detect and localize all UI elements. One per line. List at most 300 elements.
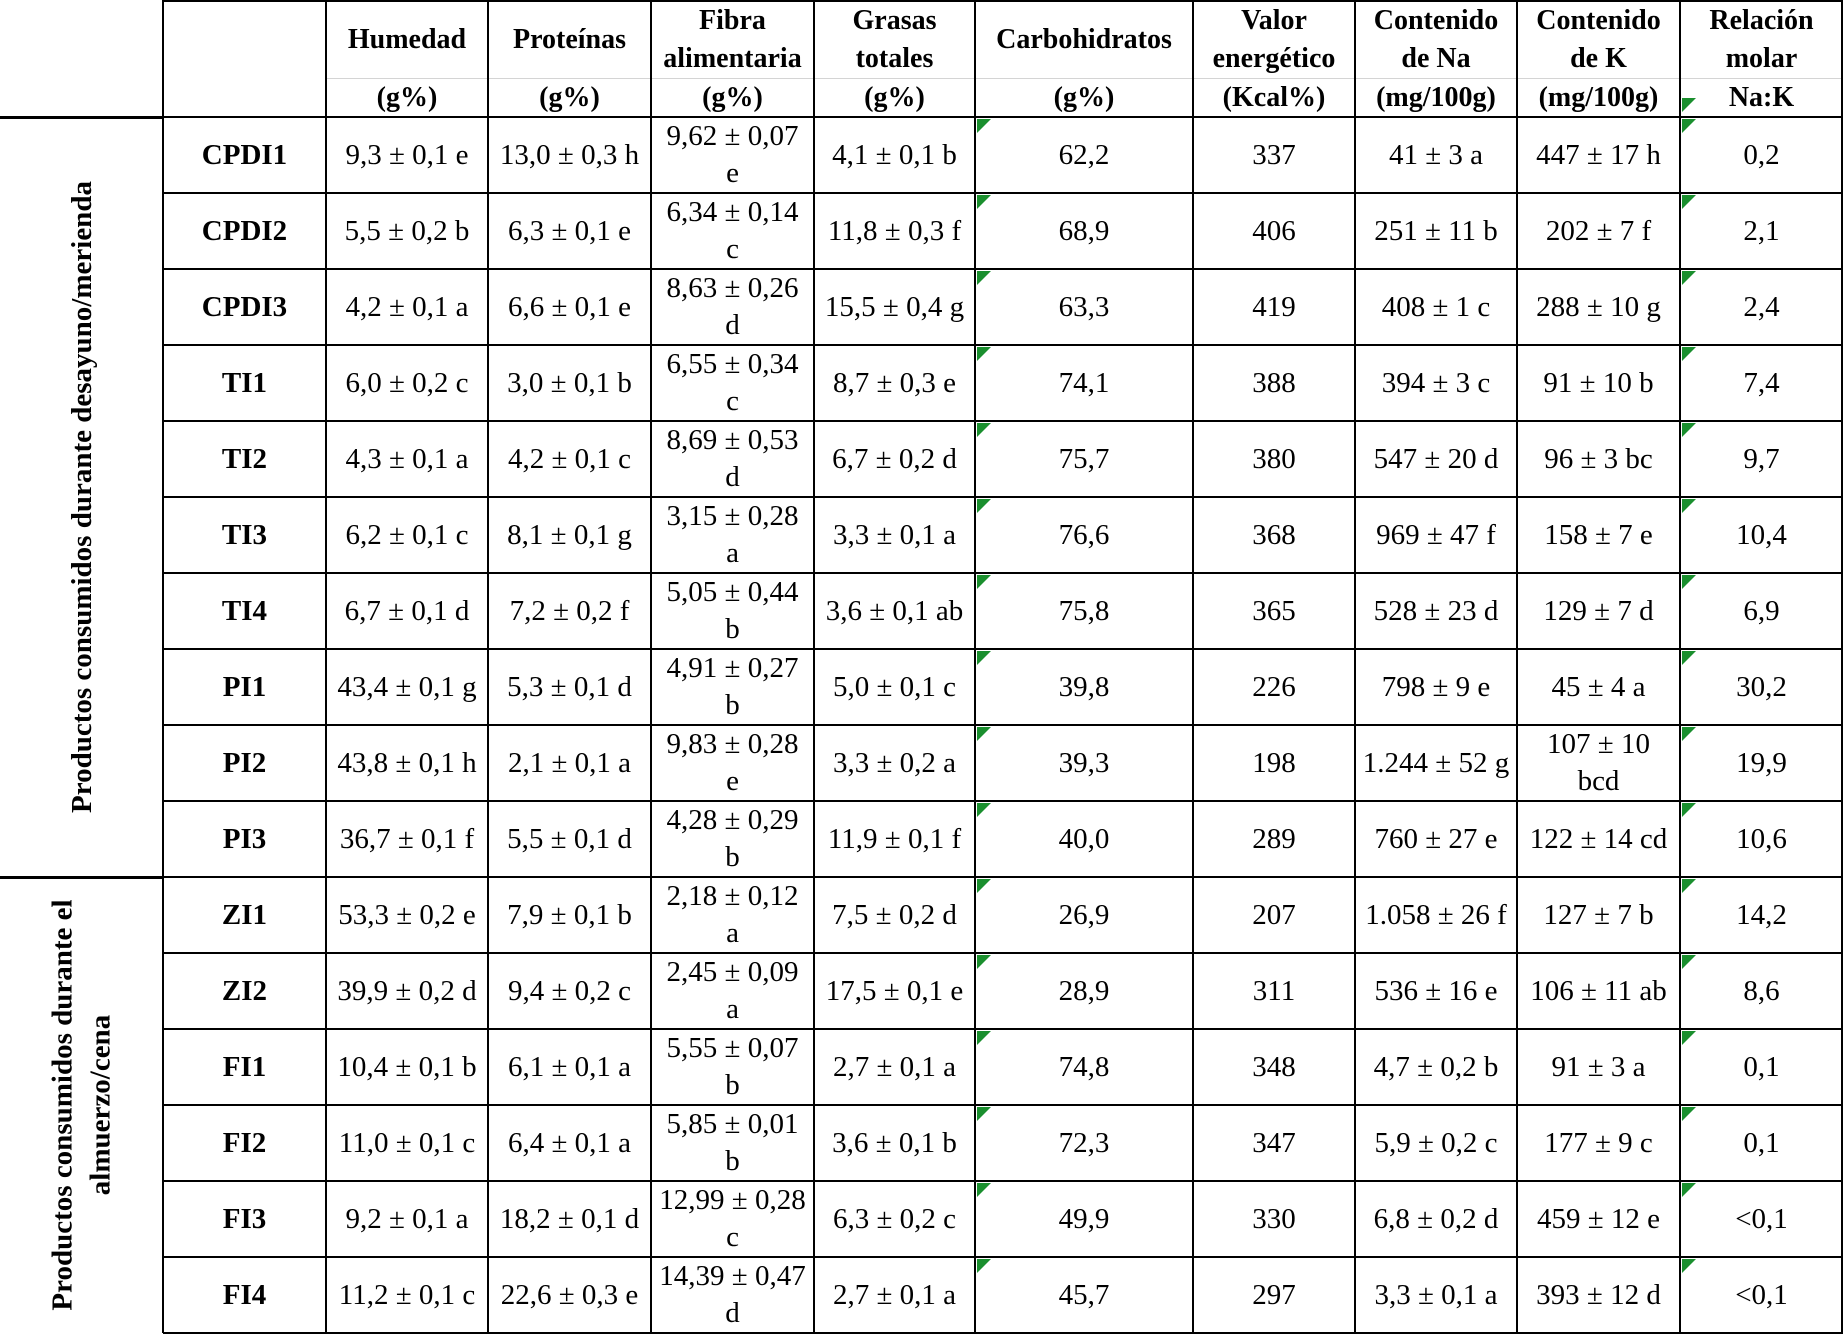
- table-cell-grasas: 5,0 ± 0,1 c: [832, 671, 957, 703]
- table-rule: [974, 0, 976, 1333]
- cell-value: 14,39 ± 0,47: [659, 1260, 806, 1292]
- table-cell-carbohidratos: 74,8: [1058, 1051, 1110, 1083]
- cell-group-letter: b: [725, 1145, 740, 1177]
- row-label: FI4: [222, 1279, 267, 1311]
- table-cell-k: [1517, 117, 1680, 193]
- cell-value: 45 ± 4 a: [1551, 670, 1646, 703]
- table-rule: [163, 420, 1843, 422]
- cell-marker-icon: [977, 575, 991, 589]
- table-cell-k: [1517, 725, 1680, 801]
- table-rule: [163, 268, 1843, 270]
- table-cell-grasas: 3,6 ± 0,1 b: [832, 1127, 957, 1159]
- table-cell-energia: 311: [1252, 975, 1296, 1007]
- cell-value: 122 ± 14 cd: [1529, 822, 1668, 855]
- table-cell-fibra: [651, 117, 814, 193]
- cell-value: 8,69 ± 0,53: [666, 424, 799, 456]
- cell-marker-icon: [977, 1259, 991, 1273]
- table-rule: [163, 952, 1843, 954]
- cell-value: 177 ± 9 c: [1544, 1126, 1653, 1159]
- row-label: TI4: [221, 595, 268, 627]
- table-cell-humedad: 43,4 ± 0,1 g: [337, 671, 477, 703]
- table-cell-energia: 368: [1252, 519, 1296, 551]
- table-cell-energia: 406: [1252, 215, 1296, 247]
- table-cell-energia: 348: [1252, 1051, 1296, 1083]
- table-cell-proteinas: 5,3 ± 0,1 d: [507, 671, 632, 703]
- table-cell-grasas: 11,8 ± 0,3 f: [827, 215, 962, 247]
- table-cell-fibra: [651, 421, 814, 497]
- table-cell-relacion: 0,2: [1743, 139, 1780, 171]
- row-group-line: Productos consumidos durante desayuno/merienda: [65, 181, 98, 813]
- cell-marker-icon: [977, 955, 991, 969]
- column-header-line-1: Fibra: [699, 5, 766, 36]
- row-label: PI1: [222, 671, 267, 703]
- column-header-humedad: [326, 2, 488, 78]
- cell-group-letter: c: [726, 1221, 739, 1253]
- column-header-line-2: energético: [1212, 43, 1336, 74]
- column-unit-proteinas: (g%): [539, 81, 600, 113]
- table-cell-relacion: 14,2: [1736, 899, 1787, 931]
- table-cell-humedad: 6,0 ± 0,2 c: [345, 367, 469, 399]
- table-cell-na: 1.058 ± 26 f: [1365, 899, 1507, 931]
- table-cell-carbohidratos: 75,8: [1058, 595, 1110, 627]
- cell-value: 5,85 ± 0,01: [666, 1108, 799, 1140]
- cell-marker-icon: [977, 119, 991, 133]
- table-cell-fibra: [651, 1257, 814, 1333]
- table-cell-carbohidratos: 74,1: [1058, 367, 1110, 399]
- column-header-relacion: [1680, 2, 1843, 78]
- cell-value: 3,15 ± 0,28: [666, 500, 799, 532]
- table-cell-grasas: 17,5 ± 0,1 e: [825, 975, 964, 1007]
- column-header-line-2: alimentaria: [663, 43, 802, 74]
- table-cell-grasas: 6,3 ± 0,2 c: [832, 1203, 957, 1235]
- table-cell-k: [1517, 801, 1680, 877]
- column-header-line-1: Humedad: [347, 24, 467, 55]
- cell-group-letter: d: [725, 1297, 740, 1329]
- table-rule: [163, 1028, 1843, 1030]
- table-rule: [163, 1180, 1843, 1182]
- table-cell-grasas: 7,5 ± 0,2 d: [832, 899, 957, 931]
- table-cell-energia: 207: [1252, 899, 1296, 931]
- table-cell-grasas: 3,3 ± 0,2 a: [832, 747, 957, 779]
- cell-value: 9,62 ± 0,07: [666, 120, 799, 152]
- cell-marker-icon: [977, 271, 991, 285]
- table-cell-relacion: 19,9: [1736, 747, 1787, 779]
- table-cell-relacion: 0,1: [1743, 1127, 1780, 1159]
- column-header-line-1: Valor: [1241, 5, 1307, 36]
- table-cell-k: [1517, 1105, 1680, 1181]
- cell-marker-icon: [977, 879, 991, 893]
- cell-marker-icon: [977, 499, 991, 513]
- table-cell-proteinas: 8,1 ± 0,1 g: [507, 519, 632, 551]
- table-rule: [487, 0, 489, 1333]
- table-cell-na: 394 ± 3 c: [1381, 367, 1491, 399]
- cell-marker-icon: [1682, 575, 1696, 589]
- column-unit-na: (mg/100g): [1376, 81, 1496, 113]
- table-rule: [163, 496, 1843, 498]
- column-header-proteinas: [488, 2, 651, 78]
- column-header-line-1: Contenido: [1536, 5, 1661, 36]
- table-cell-humedad: 53,3 ± 0,2 e: [338, 899, 476, 931]
- cell-value: 91 ± 10 b: [1543, 366, 1654, 399]
- table-rule: [162, 0, 164, 1333]
- table-cell-na: 969 ± 47 f: [1376, 519, 1496, 551]
- table-cell-fibra: [651, 1105, 814, 1181]
- table-cell-humedad: 10,4 ± 0,1 b: [337, 1051, 477, 1083]
- cell-value: 8,63 ± 0,26: [666, 272, 799, 304]
- table-cell-grasas: 4,1 ± 0,1 b: [832, 139, 957, 171]
- column-unit-fibra: (g%): [702, 81, 763, 113]
- cell-marker-icon: [1682, 347, 1696, 361]
- row-label: PI2: [222, 747, 267, 779]
- table-cell-relacion: 2,4: [1743, 291, 1780, 323]
- table-cell-fibra: [651, 345, 814, 421]
- table-cell-energia: 337: [1252, 139, 1296, 171]
- table-cell-grasas: 2,7 ± 0,1 a: [832, 1279, 957, 1311]
- cell-marker-icon: [977, 803, 991, 817]
- cell-marker-icon: [1682, 1031, 1696, 1045]
- table-cell-relacion: 0,1: [1743, 1051, 1780, 1083]
- table-cell-k: [1517, 269, 1680, 345]
- cell-value: 5,05 ± 0,44: [666, 576, 799, 608]
- row-group-text: [63, 181, 101, 813]
- table-cell-humedad: 4,2 ± 0,1 a: [345, 291, 469, 323]
- table-cell-carbohidratos: 72,3: [1058, 1127, 1110, 1159]
- cell-marker-icon: [1682, 423, 1696, 437]
- table-cell-fibra: [651, 725, 814, 801]
- cell-group-letter: bcd: [1577, 765, 1620, 797]
- table-rule: [163, 192, 1843, 194]
- table-cell-relacion: 10,6: [1736, 823, 1787, 855]
- column-header-line-2: de K: [1570, 43, 1627, 74]
- table-rule: [1192, 0, 1194, 1333]
- cell-value: 12,99 ± 0,28: [659, 1184, 806, 1216]
- table-cell-na: 798 ± 9 e: [1381, 671, 1491, 703]
- cell-marker-icon: [1682, 271, 1696, 285]
- table-cell-humedad: 11,0 ± 0,1 c: [338, 1127, 476, 1159]
- table-rule: [163, 572, 1843, 574]
- table-cell-carbohidratos: 76,6: [1058, 519, 1110, 551]
- cell-marker-icon: [977, 727, 991, 741]
- table-cell-proteinas: 18,2 ± 0,1 d: [499, 1203, 640, 1235]
- cell-marker-icon: [977, 1183, 991, 1197]
- cell-marker-icon: [1682, 879, 1696, 893]
- cell-marker-icon: [1682, 98, 1696, 112]
- table-cell-k: [1517, 421, 1680, 497]
- table-cell-grasas: 2,7 ± 0,1 a: [832, 1051, 957, 1083]
- column-unit-energia: (Kcal%): [1222, 81, 1326, 113]
- table-cell-proteinas: 6,6 ± 0,1 e: [507, 291, 632, 323]
- table-cell-grasas: 3,6 ± 0,1 ab: [825, 595, 964, 627]
- table-cell-k: [1517, 877, 1680, 953]
- table-cell-na: 408 ± 1 c: [1381, 291, 1491, 323]
- table-cell-fibra: [651, 877, 814, 953]
- cell-value: 6,55 ± 0,34: [666, 348, 799, 380]
- table-cell-proteinas: 4,2 ± 0,1 c: [507, 443, 632, 475]
- cell-value: 2,45 ± 0,09: [666, 956, 799, 988]
- cell-marker-icon: [977, 347, 991, 361]
- column-unit-k: (mg/100g): [1538, 81, 1659, 113]
- table-cell-humedad: 9,3 ± 0,1 e: [345, 139, 469, 171]
- cell-group-letter: d: [725, 309, 740, 341]
- table-rule: [325, 0, 327, 1333]
- cell-value: 459 ± 12 e: [1536, 1202, 1661, 1235]
- cell-group-letter: c: [726, 385, 739, 417]
- row-label: CPDI3: [201, 291, 288, 323]
- table-cell-humedad: 6,7 ± 0,1 d: [344, 595, 470, 627]
- table-cell-energia: 289: [1252, 823, 1296, 855]
- table-rule: [1679, 0, 1681, 1333]
- table-cell-relacion: 7,4: [1743, 367, 1780, 399]
- table-cell-carbohidratos: 49,9: [1058, 1203, 1110, 1235]
- table-cell-carbohidratos: 40,0: [1058, 823, 1110, 855]
- table-cell-fibra: [651, 573, 814, 649]
- cell-value: 129 ± 7 d: [1543, 594, 1654, 627]
- column-header-na: [1355, 2, 1517, 78]
- table-cell-humedad: 36,7 ± 0,1 f: [339, 823, 475, 855]
- table-cell-humedad: 5,5 ± 0,2 b: [344, 215, 470, 247]
- table-cell-na: 536 ± 16 e: [1374, 975, 1498, 1007]
- table-cell-proteinas: 6,4 ± 0,1 a: [507, 1127, 632, 1159]
- cell-value: 107 ± 10: [1547, 728, 1650, 760]
- table-rule: [163, 1104, 1843, 1106]
- table-cell-na: 547 ± 20 d: [1373, 443, 1499, 475]
- table-cell-humedad: 11,2 ± 0,1 c: [338, 1279, 476, 1311]
- table-cell-proteinas: 7,2 ± 0,2 f: [509, 595, 630, 627]
- table-rule: [1354, 0, 1356, 1333]
- column-unit-relacion: Na:K: [1728, 81, 1795, 113]
- column-unit-grasas: (g%): [864, 81, 925, 113]
- cell-marker-icon: [1682, 1183, 1696, 1197]
- cell-group-letter: c: [726, 233, 739, 265]
- table-cell-energia: 419: [1252, 291, 1296, 323]
- table-cell-carbohidratos: 68,9: [1058, 215, 1110, 247]
- column-header-line-1: Proteínas: [512, 24, 627, 55]
- row-label: FI3: [222, 1203, 267, 1235]
- cell-group-letter: b: [725, 1069, 740, 1101]
- table-cell-relacion: <0,1: [1735, 1279, 1788, 1311]
- table-cell-proteinas: 2,1 ± 0,1 a: [507, 747, 632, 779]
- table-cell-na: 528 ± 23 d: [1373, 595, 1499, 627]
- cell-value: 447 ± 17 h: [1536, 138, 1661, 171]
- table-cell-proteinas: 6,3 ± 0,1 e: [507, 215, 632, 247]
- table-cell-k: [1517, 497, 1680, 573]
- table-cell-humedad: 39,9 ± 0,2 d: [337, 975, 477, 1007]
- column-header-energia: [1193, 2, 1355, 78]
- table-rule: [650, 0, 652, 1333]
- cell-group-letter: a: [726, 993, 739, 1025]
- table-cell-energia: 297: [1252, 1279, 1296, 1311]
- table-cell-energia: 330: [1252, 1203, 1296, 1235]
- cell-marker-icon: [1682, 727, 1696, 741]
- table-cell-humedad: 9,2 ± 0,1 a: [345, 1203, 469, 1235]
- cell-group-letter: e: [726, 765, 739, 797]
- cell-value: 2,18 ± 0,12: [666, 880, 799, 912]
- table-cell-relacion: 6,9: [1743, 595, 1780, 627]
- table-cell-grasas: 6,7 ± 0,2 d: [832, 443, 957, 475]
- table-rule: [163, 800, 1843, 802]
- table-cell-energia: 388: [1252, 367, 1296, 399]
- row-label: TI3: [221, 519, 268, 551]
- table-cell-na: 1.244 ± 52 g: [1362, 747, 1510, 779]
- table-cell-fibra: [651, 497, 814, 573]
- cell-marker-icon: [1682, 1259, 1696, 1273]
- column-header-line-2: totales: [855, 43, 934, 74]
- column-header-line-1: Contenido: [1373, 5, 1499, 36]
- cell-group-letter: d: [725, 461, 740, 493]
- table-cell-proteinas: 9,4 ± 0,2 c: [507, 975, 632, 1007]
- row-group-label: [0, 117, 163, 877]
- table-cell-k: [1517, 573, 1680, 649]
- cell-value: 4,91 ± 0,27: [666, 652, 799, 684]
- table-cell-carbohidratos: 39,3: [1058, 747, 1110, 779]
- table-rule: [163, 116, 1843, 118]
- table-rule: [163, 344, 1843, 346]
- table-rule: [163, 724, 1843, 726]
- table-cell-fibra: [651, 269, 814, 345]
- table-cell-k: [1517, 1257, 1680, 1333]
- column-header-carbohidratos: [975, 2, 1193, 78]
- table-cell-relacion: 2,1: [1743, 215, 1780, 247]
- cell-marker-icon: [1682, 955, 1696, 969]
- table-cell-proteinas: 7,9 ± 0,1 b: [507, 899, 632, 931]
- table-cell-na: 41 ± 3 a: [1388, 139, 1484, 171]
- table-cell-carbohidratos: 26,9: [1058, 899, 1110, 931]
- row-label: TI2: [221, 443, 268, 475]
- table-cell-relacion: 30,2: [1736, 671, 1787, 703]
- cell-value: 9,83 ± 0,28: [666, 728, 799, 760]
- table-cell-carbohidratos: 75,7: [1058, 443, 1110, 475]
- cell-marker-icon: [1682, 651, 1696, 665]
- cell-value: 5,55 ± 0,07: [666, 1032, 799, 1064]
- table-cell-proteinas: 5,5 ± 0,1 d: [507, 823, 632, 855]
- row-label: CPDI1: [201, 139, 288, 171]
- cell-value: 4,28 ± 0,29: [666, 804, 799, 836]
- cell-group-letter: a: [726, 917, 739, 949]
- column-header-line-1: Grasas: [852, 5, 937, 36]
- table-cell-carbohidratos: 62,2: [1058, 139, 1110, 171]
- table-cell-grasas: 8,7 ± 0,3 e: [832, 367, 957, 399]
- row-label: FI1: [222, 1051, 267, 1083]
- cell-value: 6,34 ± 0,14: [666, 196, 799, 228]
- table-cell-k: [1517, 649, 1680, 725]
- table-cell-fibra: [651, 649, 814, 725]
- cell-marker-icon: [977, 1107, 991, 1121]
- table-rule: [163, 0, 1843, 2]
- row-group-line: almuerzo/cena: [84, 1014, 117, 1196]
- column-header-grasas: [814, 2, 975, 78]
- cell-group-letter: b: [725, 689, 740, 721]
- table-cell-na: 6,8 ± 0,2 d: [1373, 1203, 1499, 1235]
- cell-marker-icon: [1682, 119, 1696, 133]
- table-cell-proteinas: 13,0 ± 0,3 h: [499, 139, 640, 171]
- cell-marker-icon: [977, 195, 991, 209]
- table-cell-relacion: 8,6: [1743, 975, 1780, 1007]
- table-cell-energia: 347: [1252, 1127, 1296, 1159]
- table-cell-fibra: [651, 1181, 814, 1257]
- cell-value: 96 ± 3 bc: [1544, 442, 1653, 475]
- column-header-line-1: Relación: [1709, 5, 1814, 36]
- cell-marker-icon: [1682, 803, 1696, 817]
- table-cell-relacion: 10,4: [1736, 519, 1787, 551]
- table-rule: [0, 116, 163, 119]
- row-group-label: [0, 877, 163, 1333]
- row-label: ZI1: [221, 899, 268, 931]
- column-unit-humedad: (g%): [376, 81, 438, 113]
- table-cell-na: 4,7 ± 0,2 b: [1373, 1051, 1499, 1083]
- table-cell-grasas: 11,9 ± 0,1 f: [827, 823, 962, 855]
- cell-value: 158 ± 7 e: [1544, 518, 1653, 551]
- cell-marker-icon: [977, 423, 991, 437]
- table-cell-carbohidratos: 45,7: [1058, 1279, 1110, 1311]
- cell-value: 127 ± 7 b: [1543, 898, 1654, 931]
- row-label: CPDI2: [201, 215, 288, 247]
- cell-group-letter: b: [725, 613, 740, 645]
- table-cell-k: [1517, 953, 1680, 1029]
- cell-value: 91 ± 3 a: [1551, 1050, 1646, 1083]
- table-cell-carbohidratos: 63,3: [1058, 291, 1110, 323]
- cell-marker-icon: [977, 1031, 991, 1045]
- row-group-line: Productos consumidos durante el: [46, 899, 79, 1311]
- table-rule: [1516, 0, 1518, 1333]
- table-cell-na: 760 ± 27 e: [1374, 823, 1498, 855]
- table-cell-relacion: <0,1: [1735, 1203, 1788, 1235]
- table-cell-na: 251 ± 11 b: [1374, 215, 1498, 247]
- cell-marker-icon: [1682, 499, 1696, 513]
- cell-marker-icon: [1682, 195, 1696, 209]
- column-unit-carbohidratos: (g%): [1053, 81, 1115, 113]
- table-cell-fibra: [651, 193, 814, 269]
- cell-group-letter: e: [726, 157, 739, 189]
- table-rule: [813, 0, 815, 1333]
- table-cell-na: 5,9 ± 0,2 c: [1374, 1127, 1498, 1159]
- column-header-line-2: de Na: [1401, 43, 1471, 74]
- table-cell-humedad: 6,2 ± 0,1 c: [345, 519, 469, 551]
- row-label: FI2: [222, 1127, 267, 1159]
- table-rule: [163, 648, 1843, 650]
- column-header-k: [1517, 2, 1680, 78]
- table-cell-k: [1517, 1029, 1680, 1105]
- table-cell-grasas: 3,3 ± 0,1 a: [832, 519, 957, 551]
- table-cell-proteinas: 22,6 ± 0,3 e: [500, 1279, 639, 1311]
- table-cell-energia: 198: [1252, 747, 1296, 779]
- cell-group-letter: a: [726, 537, 739, 569]
- table-cell-relacion: 9,7: [1743, 443, 1780, 475]
- table-cell-k: [1517, 193, 1680, 269]
- table-cell-fibra: [651, 1029, 814, 1105]
- table-cell-fibra: [651, 801, 814, 877]
- cell-value: 202 ± 7 f: [1545, 214, 1652, 247]
- table-cell-grasas: 15,5 ± 0,4 g: [824, 291, 965, 323]
- table-cell-proteinas: 6,1 ± 0,1 a: [507, 1051, 632, 1083]
- table-rule: [0, 876, 163, 879]
- cell-value: 106 ± 11 ab: [1530, 974, 1667, 1007]
- row-label: TI1: [221, 367, 268, 399]
- table-cell-k: [1517, 345, 1680, 421]
- table-cell-energia: 365: [1252, 595, 1296, 627]
- column-header-line-1: Carbohidratos: [996, 24, 1172, 55]
- table-cell-carbohidratos: 28,9: [1058, 975, 1110, 1007]
- cell-value: 393 ± 12 d: [1536, 1278, 1661, 1311]
- table-cell-k: [1517, 1181, 1680, 1257]
- table-cell-proteinas: 3,0 ± 0,1 b: [507, 367, 632, 399]
- table-cell-humedad: 4,3 ± 0,1 a: [345, 443, 469, 475]
- cell-marker-icon: [977, 651, 991, 665]
- table-cell-fibra: [651, 953, 814, 1029]
- row-label: PI3: [222, 823, 267, 855]
- row-label: ZI2: [221, 975, 268, 1007]
- cell-marker-icon: [1682, 1107, 1696, 1121]
- cell-group-letter: b: [725, 841, 740, 873]
